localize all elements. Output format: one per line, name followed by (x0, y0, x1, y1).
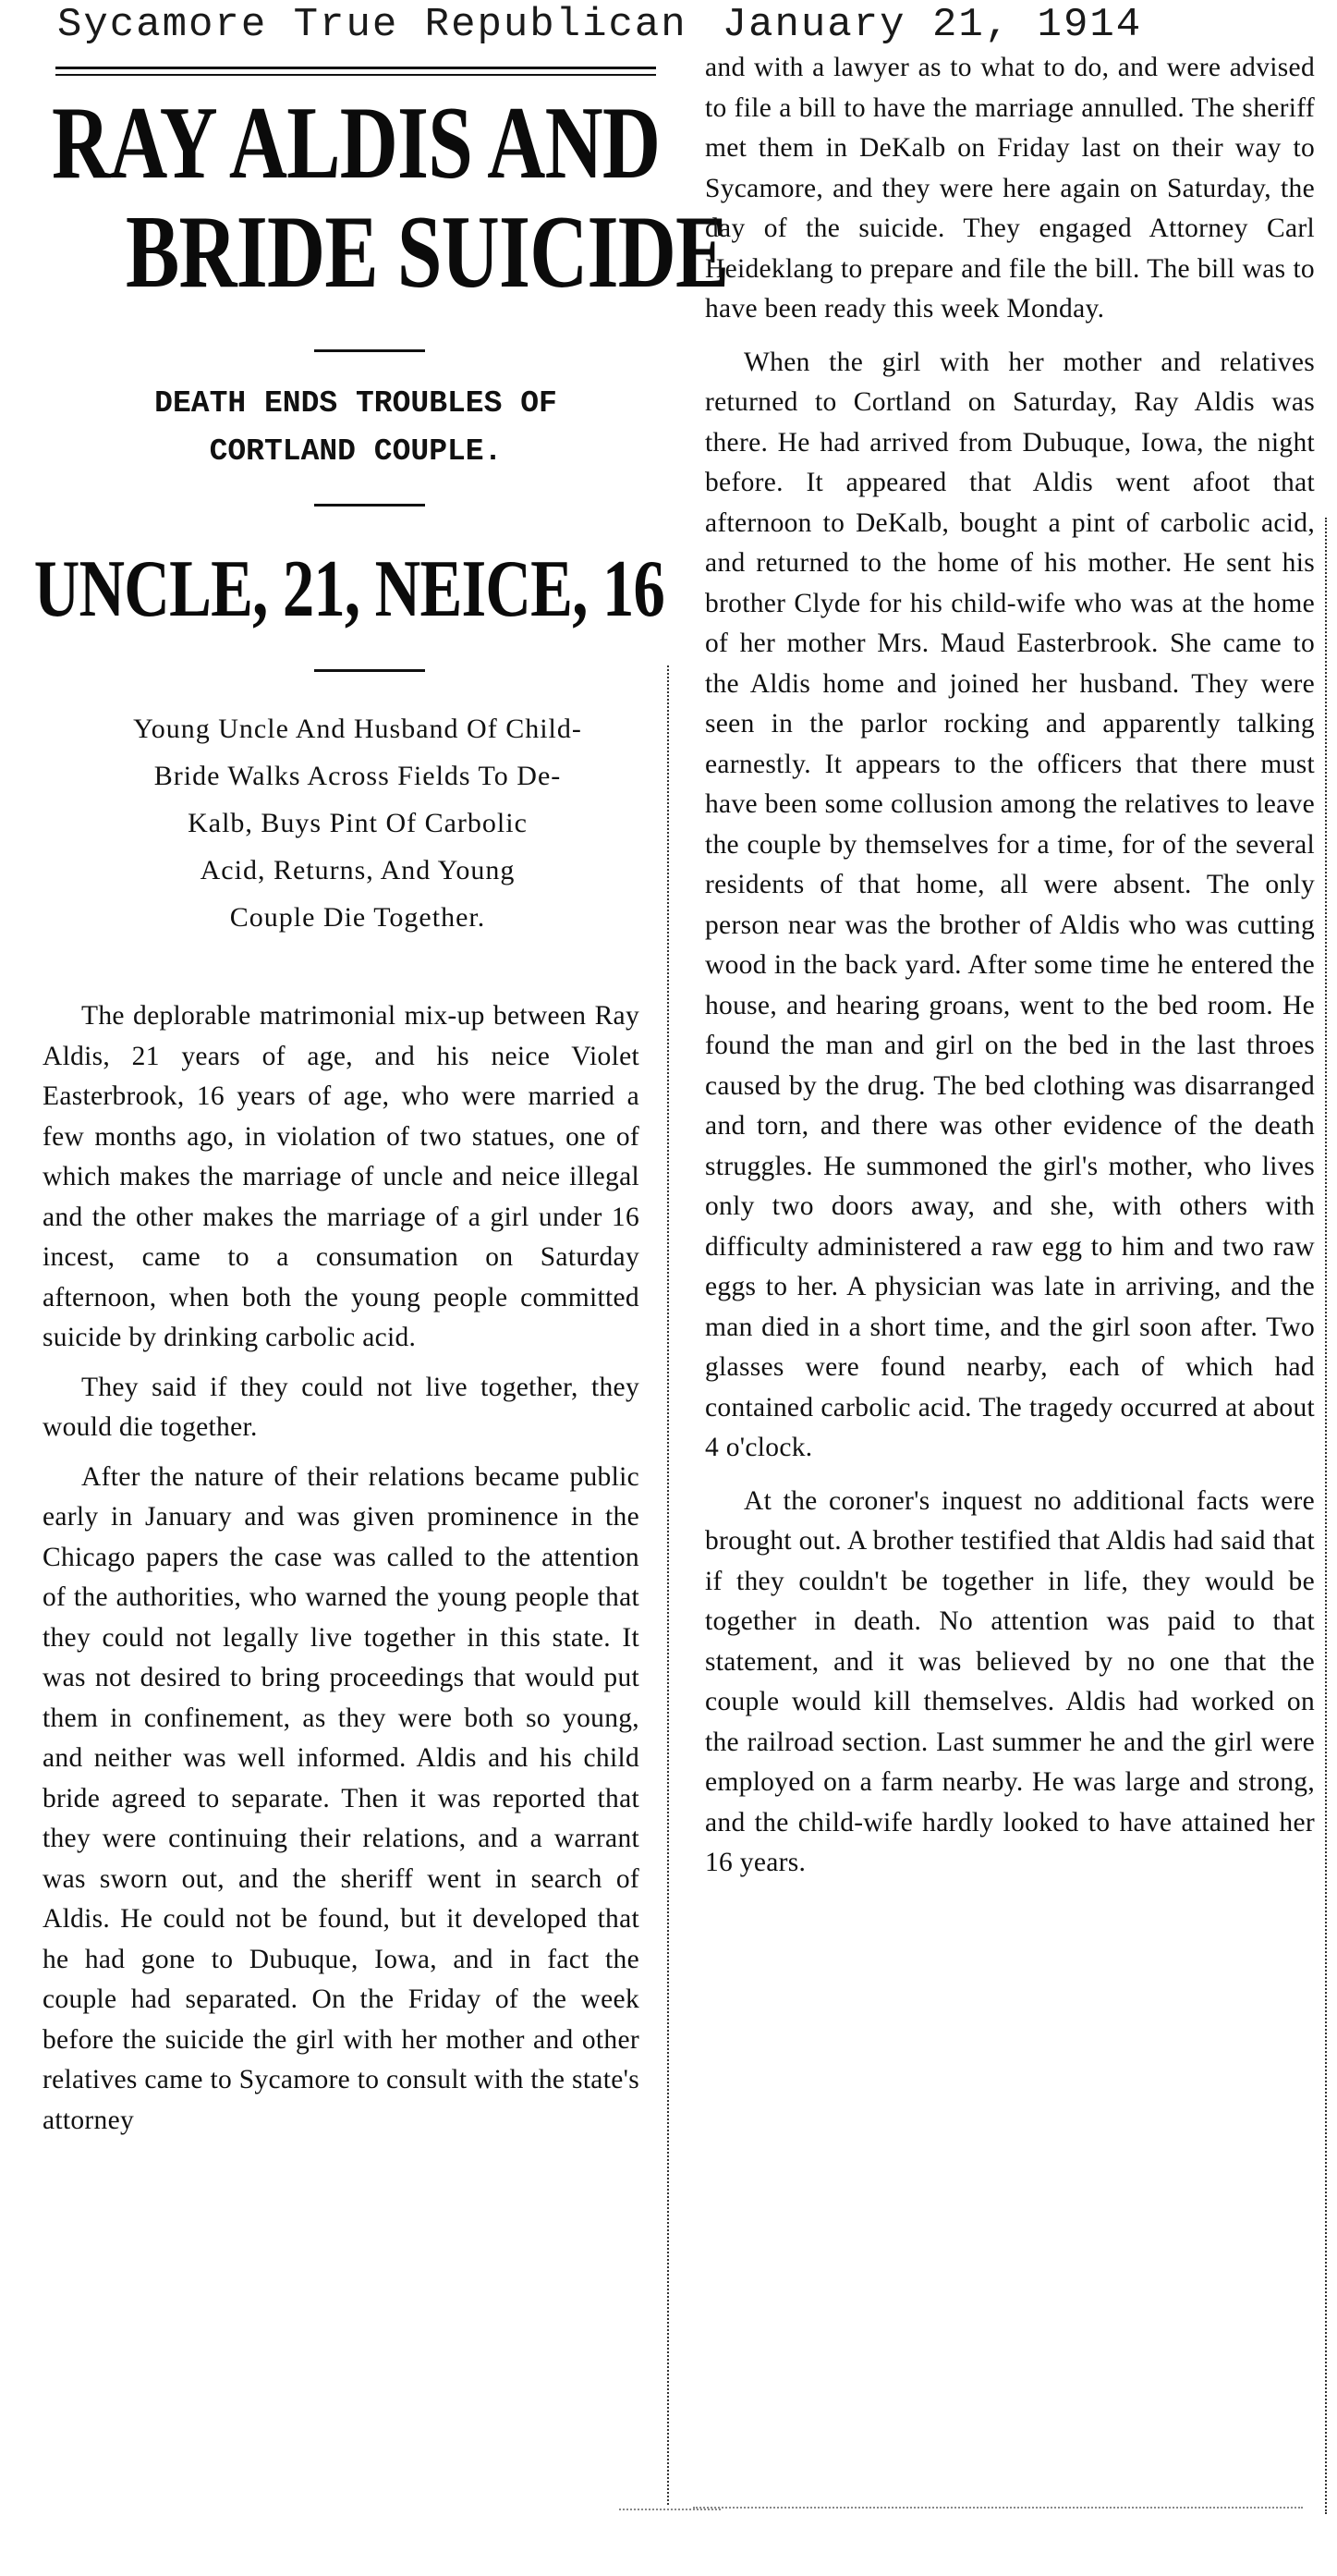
subheadline-line-2: CORTLAND COUPLE. (209, 434, 503, 469)
column-divider (667, 665, 669, 2505)
subheadline (33, 380, 662, 476)
body-paragraph: They said if they could not live together, they would die together. (43, 1372, 639, 1442)
publication-date: January 21, 1914 (722, 2, 1143, 48)
divider-rule-3 (314, 669, 425, 672)
right-column (705, 48, 1315, 1884)
summary-deck (33, 705, 662, 941)
divider-rule-2 (314, 504, 425, 507)
summary-deck-line: Couple Die Together. (229, 902, 486, 933)
body-paragraph: After the nature of their relations became public early in January and was given prominence in the Chicago papers the case was called to the attention of the authorities, who warned the young people that they could not legally live together in this state. It was not desired to bring proceedings that would put them in confinement, as they were both so young, and neither was well informed. Aldis and his child bride agreed to separate. Then it was reported that they were continuing their relations, and a warrant was sworn out, and the sheriff went in search of Aldis. He could not be found, but it developed that he had gone to Dubuque, Iowa, and in fact the couple had separated. On the Friday of the week before the suicide the girl with her mother and other relatives came to Sycamore to consult with the state's attorney (43, 1461, 639, 2135)
body-paragraph: When the girl with her mother and relatives returned to Cortland on Saturday, Ray Aldis was there. He had arrived from Dubuque, Iowa, the night before. It appeared that Aldis went afoot that afternoon to DeKalb, bought a pint of carbolic acid, and returned to the home of his mother. He sent his brother Clyde for his child-wife who was at the home of her mother Mrs. Maud Easterbrook. She came to the Aldis home and joined her husband. They were seen in the parlor rocking and apparently talking earnestly. It appears to the officers that there must have been some collusion among the relatives to leave the couple by themselves for a time, for of the several residents of that home, all were absent. The only person near was the brother of Aldis who was cutting wood in the back yard. After some time he entered the house, and hearing groans, went to the bed room. He found the man and girl on the bed in the last throes caused by the drug. The bed clothing was disarranged and torn, and there was other evidence of the death struggles. He summoned the girl's mother, who lives only two doors away, and she, with others with difficulty administered a raw egg to him and two raw eggs to her. A physician was late in arriving, and the man died in a short time, and the girl soon after. Two glasses were found nearby, each of which had contained carbolic acid. The tragedy occurred at about 4 o'clock. (705, 347, 1315, 1462)
publication-name: Sycamore True Republican (57, 2, 687, 48)
body-paragraph: The deplorable matrimonial mix-up between Ray Aldis, 21 years of age, and his neice Violet Easterbrook, 16 years of age, who were married a few months ago, in violation of two statues, one of which makes the marriage of uncle and neice illegal and the other makes the marriage of a girl under 16 incest, came to a consumation on Saturday afternoon, when both the young people committed suicide by drinking carbolic acid. (43, 1001, 639, 1352)
top-rule-secondary (55, 74, 656, 76)
top-rule (55, 67, 656, 69)
secondary-headline: UNCLE, 21, NEICE, 16 (33, 544, 665, 634)
summary-deck-line: Bride Walks Across Fields To De- (153, 761, 562, 791)
headline-line-1: RAY ALDIS AND (52, 86, 661, 201)
column-end-dots (619, 2509, 721, 2510)
article-body-right (705, 48, 1315, 1884)
body-paragraph: At the coroner's inquest no additional facts were brought out. A brother testified that Aldis had said that if they couldn't be together in life, they would be together in death. No attention was paid to that statement, and it was believed by no one that the couple would kill themselves. Aldis had worked on the railroad section. Last summer he and the girl were employed on a farm nearby. He was large and strong, and the child-wife hardly looked to have attained her 16 years. (705, 1485, 1315, 1877)
body-paragraph: and with a lawyer as to what to do, and were advised to file a bill to have the marriage annulled. The sheriff met them in DeKalb on Friday last on their way to Sycamore, and they were here again on Saturday, the day of the suicide. They engaged Attorney Carl Heideklang to prepare and file the bill. The bill was to have been ready this week Monday. (705, 53, 1315, 324)
subheadline-line-1: DEATH ENDS TROUBLES OF (154, 386, 557, 421)
masthead (57, 0, 1142, 50)
right-column-end-dots (693, 2507, 1303, 2509)
divider-rule-1 (314, 349, 425, 352)
summary-deck-line: Young Uncle And Husband Of Child- (133, 714, 582, 744)
article-body-left (33, 996, 662, 2141)
right-edge-rule (1325, 518, 1327, 2514)
summary-deck-line: Kalb, Buys Pint Of Carbolic (188, 808, 528, 838)
left-column (33, 48, 729, 2141)
summary-deck-line: Acid, Returns, And Young (200, 855, 516, 885)
headline-line-2: BRIDE SUICIDE (126, 195, 729, 310)
